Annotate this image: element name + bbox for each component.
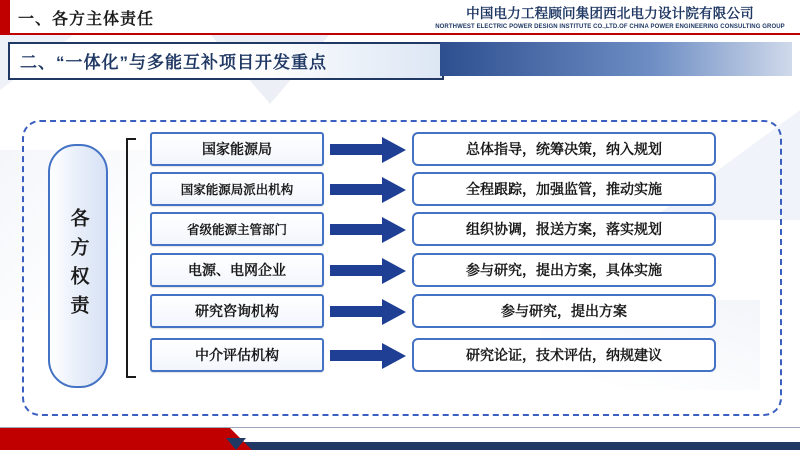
role-box: 研究咨询机构 — [150, 294, 324, 328]
right-arrow-icon — [330, 136, 408, 162]
company-name-cn: 中国电力工程顾问集团西北电力设计院有限公司 — [466, 6, 754, 21]
diagram-row — [150, 255, 716, 285]
right-arrow-icon — [330, 342, 408, 368]
role-box: 中介评估机构 — [150, 338, 324, 372]
diagram-row — [150, 134, 716, 164]
responsibility-box: 参与研究，提出方案，具体实施 — [412, 253, 716, 287]
responsibility-box: 研究论证，技术评估，纳规建议 — [412, 338, 716, 372]
diagram-row — [150, 296, 716, 326]
diagram-row — [150, 174, 716, 204]
right-arrow-icon — [330, 298, 408, 324]
company-branding — [430, 2, 790, 30]
role-box: 国家能源局派出机构 — [150, 172, 324, 206]
right-arrow-icon — [330, 176, 408, 202]
section-title: 一、各方主体责任 — [18, 11, 155, 28]
diagram-left-label — [48, 144, 108, 388]
footer-red-bar — [0, 428, 230, 450]
diagram-row — [150, 340, 716, 370]
responsibility-box: 参与研究，提出方案 — [412, 294, 716, 328]
subtitle-bar-right — [440, 42, 792, 76]
role-box: 国家能源局 — [150, 132, 324, 166]
company-name-en: NORTHWEST ELECTRIC POWER DESIGN INSTITUTE CO.,LTD.OF CHINA POWER ENGINEERING CONSULTING GROUP — [435, 24, 785, 30]
responsibility-box: 组织协调，报送方案，落实规划 — [412, 212, 716, 246]
right-arrow-icon — [330, 216, 408, 242]
footer-chevron-icon — [226, 438, 246, 450]
brace-bracket — [118, 138, 136, 378]
header-accent-bar — [0, 0, 10, 34]
header-divider — [0, 33, 800, 35]
right-arrow-icon — [330, 257, 408, 283]
diagram-left-label-text: 各方权责 — [67, 208, 89, 324]
role-box: 电源、电网企业 — [150, 253, 324, 287]
footer-blue-bar — [230, 442, 800, 450]
subtitle-text: 二、“一体化”与多能互补项目开发重点 — [20, 53, 327, 72]
responsibility-box: 总体指导，统筹决策，纳入规划 — [412, 132, 716, 166]
diagram-row — [150, 214, 716, 244]
responsibility-box: 全程跟踪，加强监管，推动实施 — [412, 172, 716, 206]
role-box: 省级能源主管部门 — [150, 212, 324, 246]
